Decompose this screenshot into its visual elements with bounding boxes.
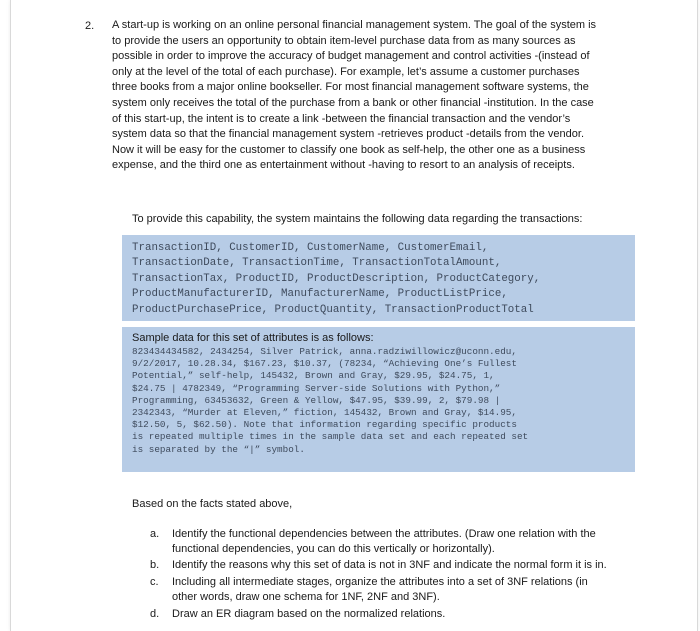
task-letter: c. [150,576,159,589]
task-item-c [150,575,610,604]
task-text: Identify the functional dependencies between the attributes. (Draw one relation with the functional dependencies, you can do this vertically or horizontally). [172,528,596,555]
task-item-a [150,527,610,556]
task-letter: b. [150,559,160,572]
task-letter: d. [150,607,160,620]
sample-data: 823434434582, 2434254, Silver Patrick, anna.radziwillowicz@uconn.edu, 9/2/2017, 10.28.34, $167.23, $10.37, (78234, “Achieving One’s Fullest Potential,” self-help, 145432, Brown and Gray, $29.95, $24.75, 1, $24.75 | 4782349, “Programming Server-side Solutions with Python,” Programming, 63453632, Green & Yellow, $47.95, $39.99, 2, $79.98 | 2342343, “Murder at Eleven,” fiction, 145432, Brown and Gray, $14.95, $12.50, 5, $62.50). Note that information regarding specific products is repeated multiple times in the sample data set and each repeated set is separated by the “|” symbol. [132,346,529,455]
attribute-list: TransactionID, CustomerID, CustomerName, CustomerEmail, TransactionDate, TransactionTime, TransactionTotalAmount, TransactionTax, ProductID, ProductDescription, ProductCategory, ProductManufacturerID, ManufacturerName, ProductListPrice, ProductPurchasePrice, ProductQuantity, TransactionProductTotal [132,242,541,316]
task-text: Including all intermediate stages, organize the attributes into a set of 3NF relations (in other words, draw one schema for 1NF, 2NF and 3NF). [172,576,588,603]
task-item-d [150,607,610,622]
facts-label: Based on the facts stated above, [132,498,293,510]
task-list [150,527,610,623]
problem-statement: A start-up is working on an online personal financial management system. The goal of the system is to provide the users an opportunity to obtain item-level purchase data from as many sources as possible in order to improve the accuracy of budget management and control activities -(instead of only at the level of the total of each purchase). For example, let’s assume a customer purchases three books from a major online bookseller. For most financial management software systems, the system only receives the total of the purchase from a bank or other financial -institution. In the case of this start-up, the intent is to create a link -between the financial transaction and the vendor’s system data so that the financial management system -retrieves product -details from the vendor. Now it will be easy for the customer to classify one book as self-help, the other one as a business expense, and the third one as entertainment without -having to resort to an analysis of receipts. [112,19,597,172]
sample-data-heading: Sample data for this set of attributes is as follows: [132,332,374,344]
task-letter: a. [150,528,160,540]
attributes-intro: To provide this capability, the system maintains the following data regarding the transactions: [132,213,583,225]
question-number: 2. [85,20,95,32]
task-text: Identify the reasons why this set of data is not in 3NF and indicate the normal form it is in. [172,559,607,572]
task-text: Draw an ER diagram based on the normalized relations. [172,607,446,620]
task-item-b [150,558,610,573]
